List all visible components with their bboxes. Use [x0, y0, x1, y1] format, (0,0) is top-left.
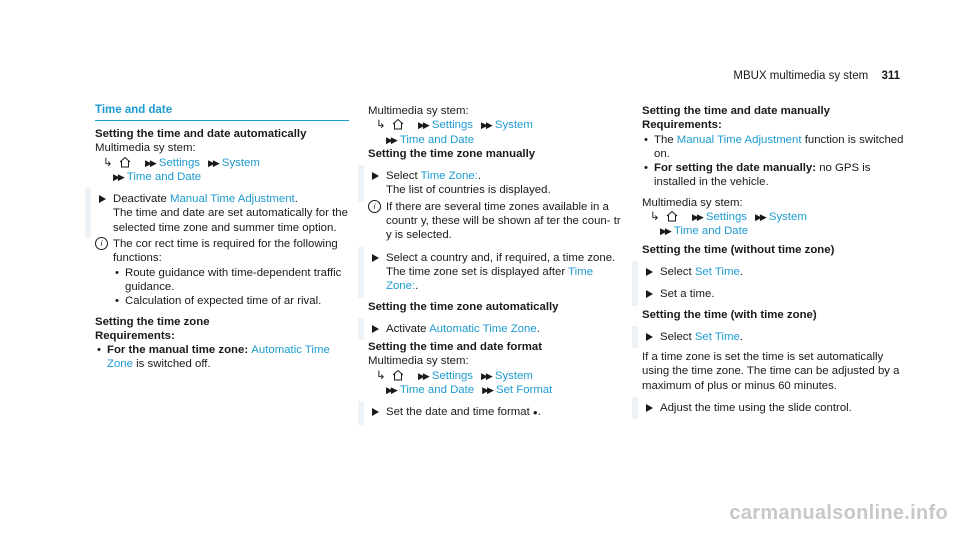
menu-path [368, 369, 624, 383]
step-adjust [642, 401, 904, 415]
desc-text: The time zone set is displayed after [386, 265, 569, 278]
step-bar [358, 247, 364, 298]
paragraph-adjust: If a time zone is set the time is set automatically using the time zone. The time can be adjusted by a maximum of plus or minus 60 minutes. [642, 351, 900, 392]
multimedia-label: Multimedia sy stem: [95, 142, 196, 155]
requirement-item [642, 133, 904, 162]
step-triangle-icon [372, 408, 379, 416]
home-icon [392, 369, 404, 381]
step-bar [358, 318, 364, 340]
list-item: • Calculation of expected time of ar rival. [113, 294, 349, 308]
step-text: Activate [386, 322, 430, 335]
heading-with-tz: Setting the time (with time zone) [642, 308, 817, 321]
heading-manual: Setting the time and date manually [642, 105, 830, 117]
multimedia-label: Multimedia sy stem: [642, 196, 743, 209]
info-note [368, 200, 624, 243]
step-set-format [368, 405, 624, 420]
step-description: The time and date are set automatically for the selected time zone and summer time option. [113, 207, 348, 234]
path-time-and-date[interactable]: Time and Date [126, 170, 202, 183]
step-select-tz [368, 169, 624, 198]
requirements-label: Requirements: [95, 329, 175, 342]
step-select-country [368, 251, 624, 294]
menu-path-cont [368, 383, 624, 397]
step-text-end: . [536, 322, 540, 335]
path-time-and-date[interactable]: Time and Date [673, 225, 749, 238]
section-divider [95, 120, 349, 121]
link-automatic-time-zone[interactable]: Automatic Time Zone [107, 344, 330, 371]
header-title: MBUX multimedia sy stem [733, 70, 869, 82]
arrow-return-icon: ↳ [650, 211, 660, 224]
chevron-double-right-icon: ▶▶ [208, 157, 218, 168]
heading-no-tz: Setting the time (without time zone) [642, 243, 835, 256]
step-bar [85, 188, 91, 239]
note-text: If there are several time zones available in a countr y, these will be shown af ter the coun- tr y is selected. [386, 200, 621, 242]
requirement-item [642, 161, 904, 190]
home-icon [119, 156, 131, 168]
path-settings[interactable]: Settings [431, 369, 474, 382]
menu-path [642, 210, 904, 224]
step-triangle-icon [372, 254, 379, 262]
multimedia-label: Multimedia sy stem: [368, 355, 469, 368]
step-text-end: . [739, 330, 743, 343]
path-time-and-date[interactable]: Time and Date [399, 133, 475, 146]
link-manual-time-adjustment[interactable]: Manual Time Adjustment [169, 193, 295, 206]
path-settings[interactable]: Settings [705, 211, 748, 224]
arrow-return-icon: ↳ [376, 369, 386, 382]
heading-tz-manual: Setting the time zone manually [368, 147, 536, 160]
page-number: 311 [881, 70, 900, 82]
info-icon: i [95, 237, 108, 250]
menu-path [95, 156, 349, 170]
chevron-double-right-icon: ▶▶ [386, 134, 396, 145]
step-text-end: . [739, 265, 743, 278]
chevron-double-right-icon: ▶▶ [692, 212, 702, 223]
home-icon [666, 210, 678, 222]
path-time-and-date[interactable]: Time and Date [399, 384, 475, 397]
step-triangle-icon [99, 195, 106, 203]
chevron-double-right-icon: ▶▶ [113, 171, 123, 182]
path-settings[interactable]: Settings [431, 119, 474, 132]
section-title: Time and date [95, 104, 173, 116]
home-icon [392, 118, 404, 130]
link-set-time[interactable]: Set Time [694, 330, 740, 343]
link-time-zone[interactable]: Time Zone: [420, 170, 478, 183]
menu-path-cont [95, 170, 349, 184]
chevron-double-right-icon: ▶▶ [481, 370, 491, 381]
arrow-return-icon: ↳ [103, 156, 113, 169]
chevron-double-right-icon: ▶▶ [481, 120, 491, 131]
step-text: Select [660, 265, 695, 278]
req-bold: For the manual time zone: [107, 344, 252, 357]
requirement-item [95, 343, 349, 372]
chevron-double-right-icon: ▶▶ [386, 385, 396, 396]
column-1 [95, 127, 349, 372]
step-bar [358, 165, 364, 202]
info-note [95, 237, 349, 308]
step-text-end: . [537, 406, 541, 419]
menu-path-cont [368, 133, 624, 147]
arrow-return-icon: ↳ [376, 119, 386, 132]
req-text-end: function is switched on. [654, 133, 904, 160]
chevron-double-right-icon: ▶▶ [418, 370, 428, 381]
step-text: Select [660, 330, 695, 343]
step-text: Deactivate [113, 193, 170, 206]
step-text-end: . [294, 193, 298, 206]
step-select-set-time [642, 265, 904, 279]
link-automatic-time-zone[interactable]: Automatic Time Zone [429, 322, 537, 335]
step-triangle-icon [646, 290, 653, 298]
req-bold: For setting the date manually: [654, 162, 820, 175]
heading-format: Setting the time and date format [368, 341, 543, 354]
path-system[interactable]: System [494, 119, 533, 132]
step-text: Adjust the time using the slide control. [660, 402, 852, 415]
path-set-format[interactable]: Set Format [495, 384, 553, 397]
list-item: • Route guidance with time-dependent traffic guidance. [113, 266, 349, 295]
path-system[interactable]: System [494, 369, 533, 382]
step-triangle-icon [646, 268, 653, 276]
step-text: Select [386, 170, 421, 183]
step-bar [632, 283, 638, 305]
desc-end: . [415, 280, 419, 293]
path-system[interactable]: System [768, 211, 807, 224]
link-time-zone[interactable]: Time Zone: [386, 265, 594, 293]
step-bar [632, 261, 638, 283]
column-2 [368, 104, 624, 421]
step-text: Set the date and time format [386, 406, 533, 419]
chevron-double-right-icon: ▶▶ [660, 226, 670, 237]
step-description [386, 265, 624, 294]
step-activate [368, 322, 624, 336]
radio-marker-icon: ● [532, 408, 538, 418]
req-text: is switched off. [132, 358, 211, 371]
menu-path [368, 118, 624, 132]
chevron-double-right-icon: ▶▶ [418, 120, 428, 131]
watermark: carmanualsonline.info [729, 502, 948, 524]
step-text: Set a time. [660, 288, 715, 301]
step-triangle-icon [372, 172, 379, 180]
step-bar [358, 401, 364, 424]
chevron-double-right-icon: ▶▶ [755, 212, 765, 223]
step-select-set-time-2 [642, 330, 904, 344]
heading-time-zone: Setting the time zone [95, 315, 210, 328]
req-text: The [654, 133, 677, 146]
step-triangle-icon [646, 404, 653, 412]
step-bar [632, 326, 638, 348]
link-set-time[interactable]: Set Time [694, 265, 740, 278]
page-header [733, 70, 900, 82]
menu-path-cont [642, 224, 904, 238]
path-system[interactable]: System [221, 156, 260, 169]
heading-tz-auto: Setting the time zone automatically [368, 300, 559, 313]
step-set-a-time [642, 287, 904, 301]
req-text-end: no GPS is installed in the vehicle. [654, 162, 871, 189]
step-text-end: . [477, 170, 481, 183]
step-description: The list of countries is displayed. [386, 184, 551, 197]
heading-auto: Setting the time and date automatically [95, 128, 307, 140]
step-triangle-icon [372, 325, 379, 333]
step-bar [632, 397, 638, 419]
note-text: The cor rect time is required for the following functions: [113, 238, 338, 265]
requirements-label: Requirements: [642, 119, 722, 132]
link-manual-time-adjustment[interactable]: Manual Time Adjustment [676, 133, 802, 146]
chevron-double-right-icon: ▶▶ [145, 157, 155, 168]
multimedia-label: Multimedia sy stem: [368, 105, 469, 117]
chevron-double-right-icon: ▶▶ [482, 385, 492, 396]
column-3 [642, 104, 904, 415]
path-settings[interactable]: Settings [158, 156, 201, 169]
step-deactivate [95, 192, 349, 235]
step-text: Select a country and, if required, a time zone. [386, 251, 616, 264]
step-triangle-icon [646, 333, 653, 341]
info-icon: i [368, 200, 381, 213]
